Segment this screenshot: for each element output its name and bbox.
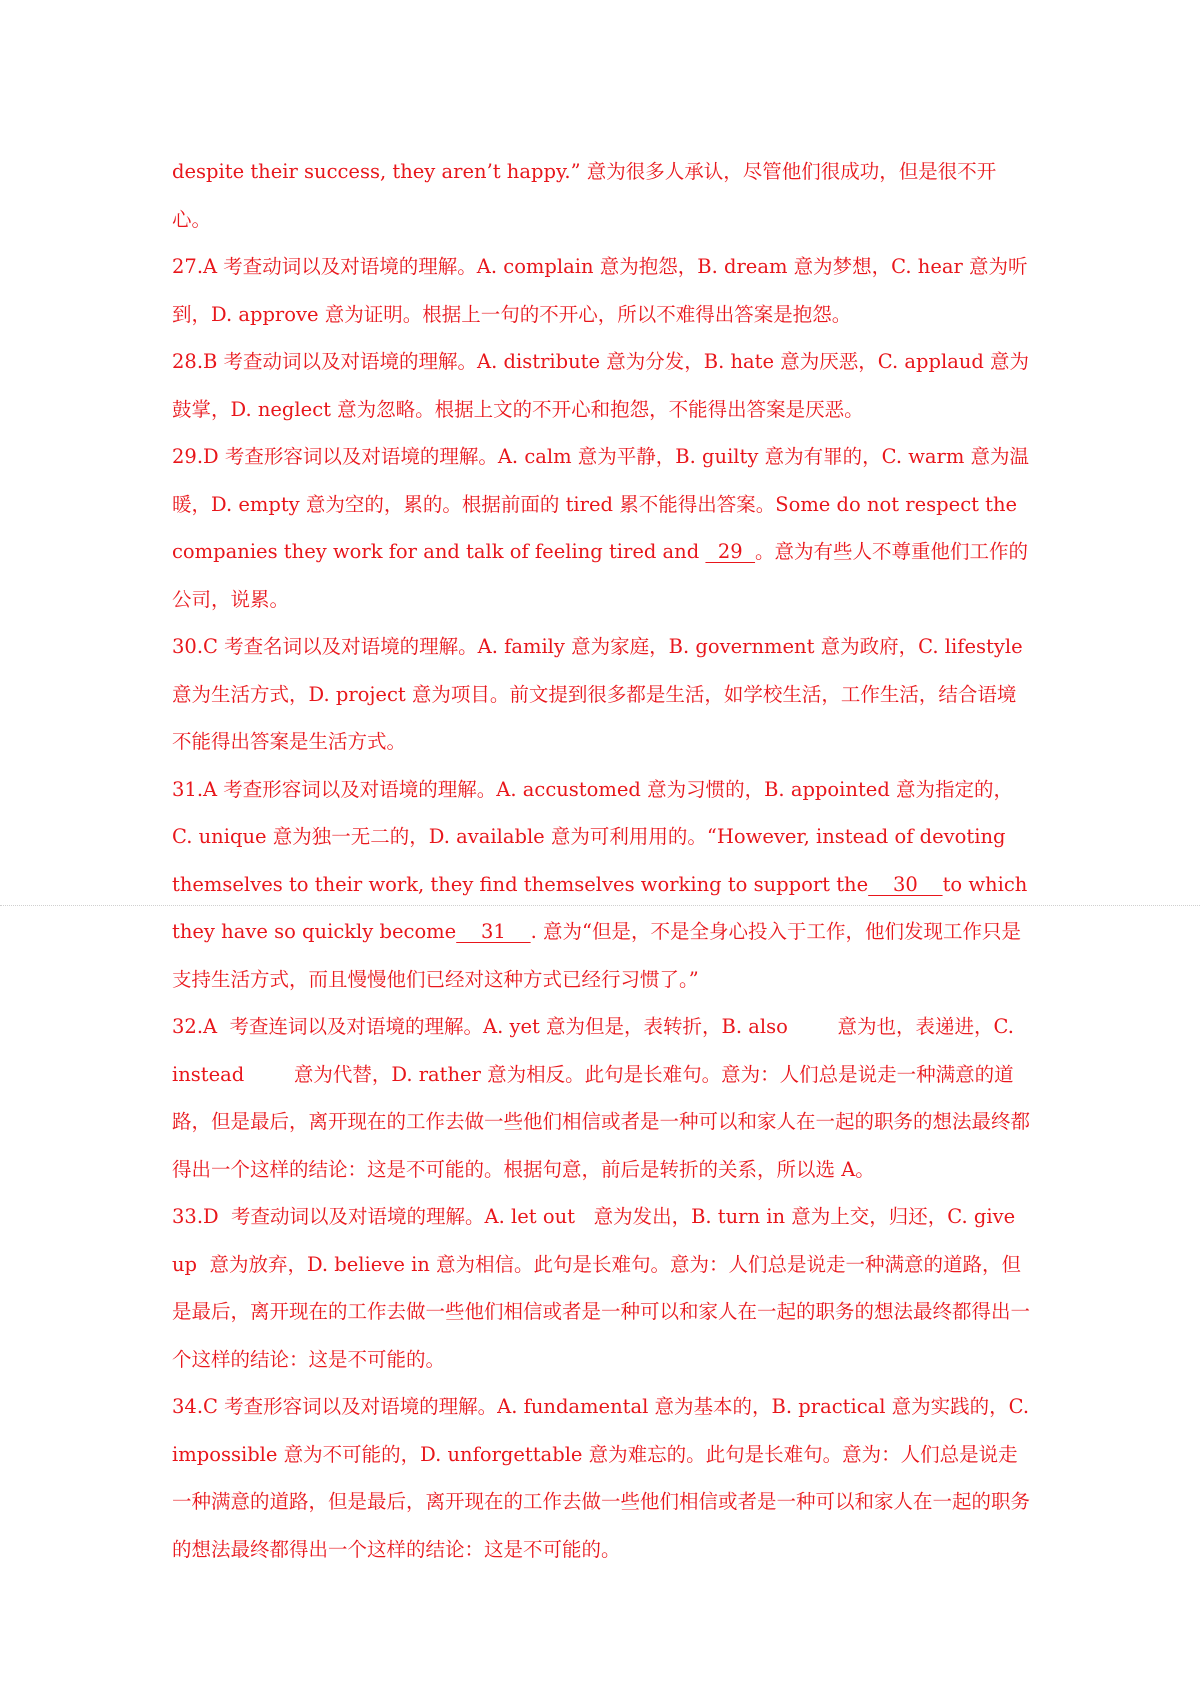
paragraph-q34: 34.C 考查形容词以及对语境的理解。A. fundamental 意为基本的，B. practical 意为实践的，C. impossible 意为不可能的，D. unforgettable 意为难忘的。此句是长难句。意为：人们总是说走一种满意的道路，但是最后，离开现在的工作去做一些他们相信或者是一种可以和家人在一起的职务的想法最终都得出一个这样的结论：这是不可能的。 bbox=[172, 1395, 1031, 1561]
paragraph-q28: 28.B 考查动词以及对语境的理解。A. distribute 意为分发，B. hate 意为厌恶，C. applaud 意为鼓掌，D. neglect 意为忽略。根据上文的不开心和抱怨，不能得出答案是厌恶。 bbox=[172, 350, 1030, 421]
paragraph-q29: 29.D 考查形容词以及对语境的理解。A. calm 意为平静，B. guilty 意为有罪的，C. warm 意为温暖，D. empty 意为空的，累的。根据前面的 tired 累不能得出答案。Some do not respect the companies they work for and talk of feeling tired and 29 。意为有些人不尊重他们工作的公司，说累。 bbox=[172, 445, 1030, 611]
blank-29: 29 bbox=[705, 540, 756, 563]
paragraph-q33: 33.D 考查动词以及对语境的理解。A. let out 意为发出，B. turn in 意为上交，归还，C. give up 意为放弃，D. believe in 意为相信。此句是长难句。意为：人们总是说走一种满意的道路，但是最后，离开现在的工作去做一些他们相信或者是一种可以和家人在一起的职务的想法最终都得出一个这样的结论：这是不可能的。 bbox=[172, 1205, 1031, 1371]
answer-explanations bbox=[172, 148, 1032, 1573]
blank-30: 30 bbox=[868, 872, 943, 896]
page-break-line bbox=[0, 905, 1200, 906]
paragraph-q27: 27.A 考查动词以及对语境的理解。A. complain 意为抱怨，B. dream 意为梦想，C. hear 意为听到，D. approve 意为证明。根据上一句的不开心，所以不难得出答案是抱怨。 bbox=[172, 255, 1028, 326]
paragraph-intro: despite their success, they aren’t happy.” 意为很多人承认，尽管他们很成功，但是很不开心。 bbox=[172, 160, 997, 231]
paragraph-q30: 30.C 考查名词以及对语境的理解。A. family 意为家庭，B. government 意为政府，C. lifestyle 意为生活方式，D. project 意为项目。前文提到很多都是生活，如学校生活，工作生活，结合语境不能得出答案是生活方式。 bbox=[172, 635, 1023, 753]
paragraph-q32: 32.A 考查连词以及对语境的理解。A. yet 意为但是，表转折，B. also 意为也，表递进，C. instead 意为代替，D. rather 意为相反。此句是长难句。意为：人们总是说走一种满意的道路，但是最后，离开现在的工作去做一些他们相信或者是一种可以和家人在一起的职务的想法最终都得出一个这样的结论：这是不可能的。根据句意，前后是转折的关系，所以选 A。 bbox=[172, 1015, 1031, 1181]
paragraph-q31: 31.A 考查形容词以及对语境的理解。A. accustomed 意为习惯的，B. appointed 意为指定的，C. unique 意为独一无二的，D. available 意为可利用用的。“However, instead of devoting themselves to their work, they find themselves working to support the 30 to which they have so quickly become 31 . 意为“但是，不是全身心投入于工作，他们发现工作只是支持生活方式，而且慢慢他们已经对这种方式已经行习惯了。” bbox=[172, 777, 1028, 991]
blank-31: 31 bbox=[456, 920, 531, 943]
